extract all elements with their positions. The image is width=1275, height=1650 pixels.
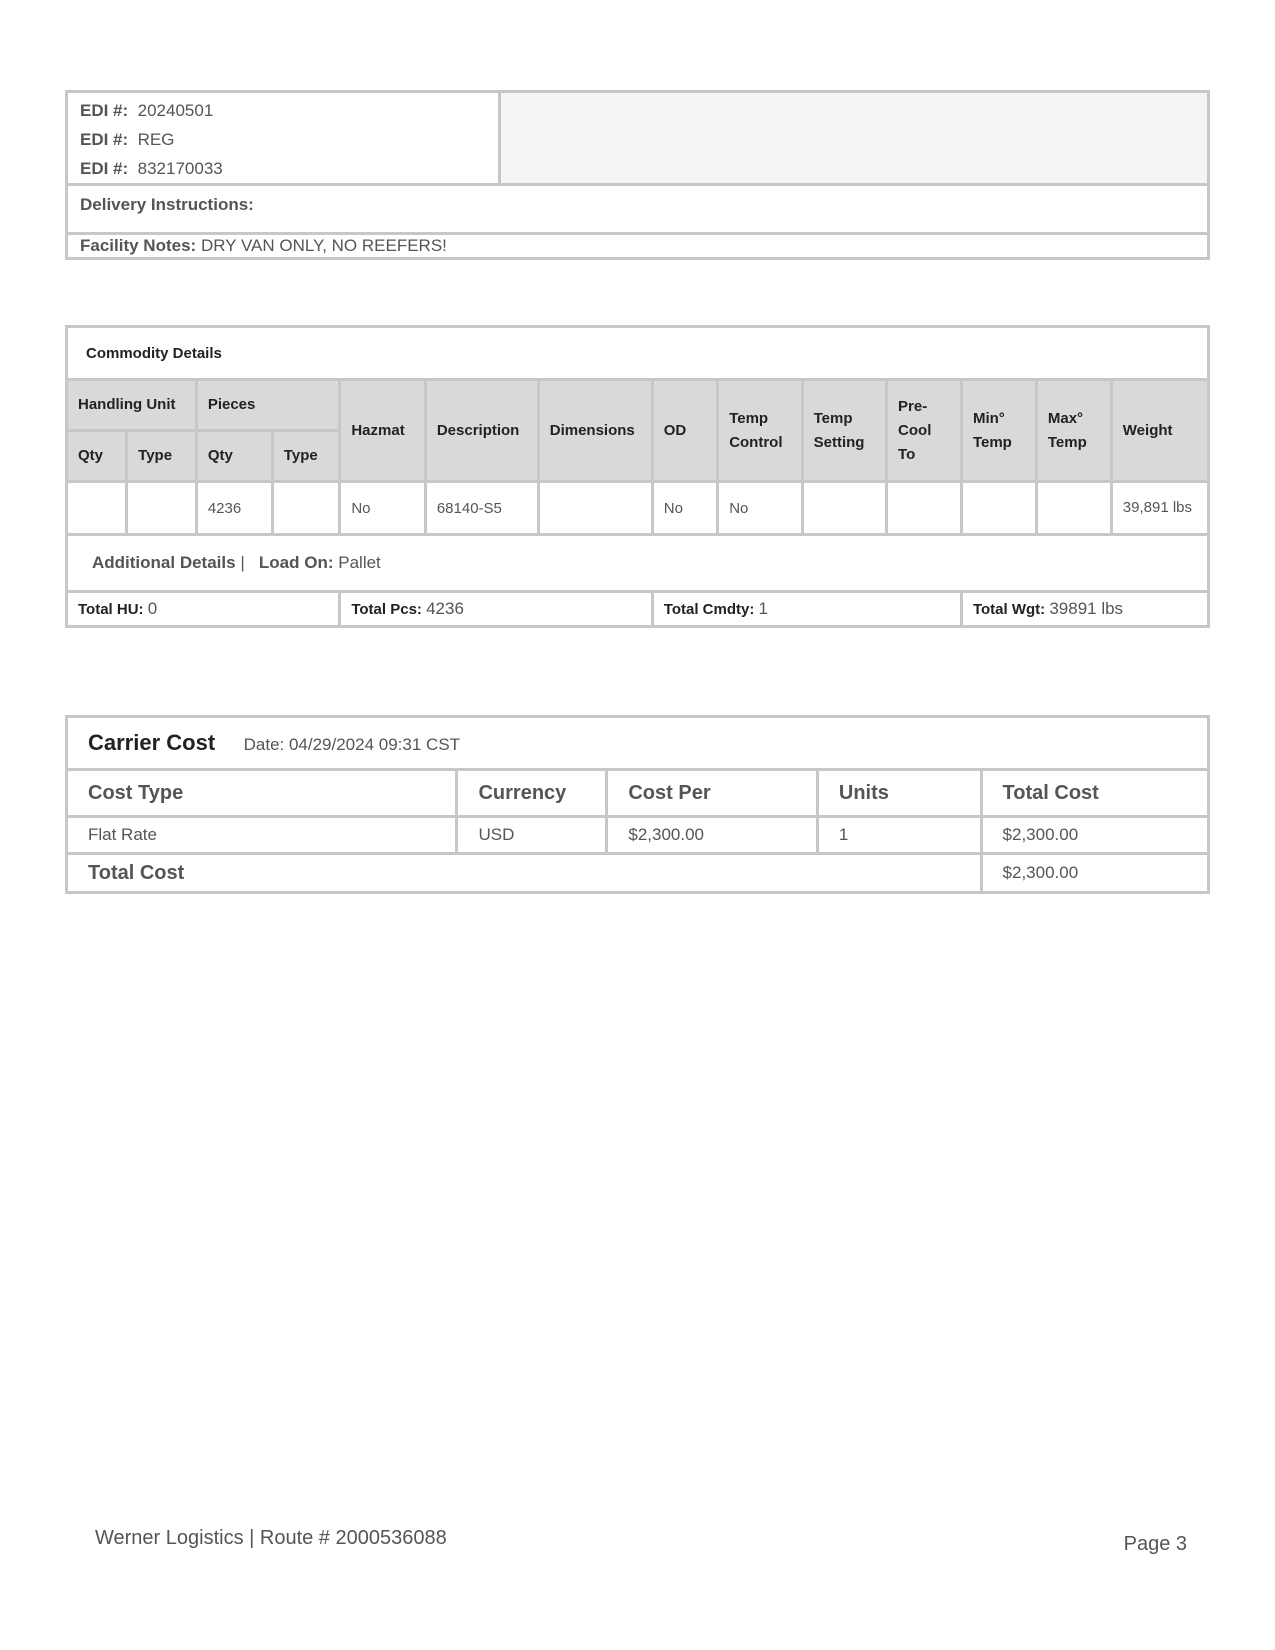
cell-cost-type: Flat Rate	[67, 817, 457, 854]
edi-line	[80, 154, 486, 183]
carrier-cost-table	[65, 715, 1210, 894]
header-temp-control: Temp Control	[718, 380, 802, 482]
cell-min-temp	[961, 482, 1036, 535]
footer-route-info: Werner Logistics | Route # 2000536088	[95, 1527, 447, 1549]
cell-max-temp	[1036, 482, 1111, 535]
total-cmdty-cell	[652, 592, 961, 627]
column-units: Units	[817, 770, 981, 817]
edi-info-table	[65, 90, 1210, 260]
cell-description: 68140-S5	[425, 482, 538, 535]
total-cost-value: $2,300.00	[981, 854, 1208, 893]
total-hu-label: Total HU:	[78, 601, 144, 618]
cell-total-cost: $2,300.00	[981, 817, 1208, 854]
facility-notes-cell	[67, 234, 1209, 259]
cell-temp-setting	[802, 482, 886, 535]
total-wgt-label: Total Wgt:	[972, 601, 1046, 618]
load-on-value: Pallet	[338, 553, 381, 572]
page-number: Page 3	[1123, 1533, 1187, 1555]
header-od: OD	[652, 380, 717, 482]
edi-line	[80, 125, 486, 154]
header-hu-type: Type	[127, 431, 197, 482]
header-hu-qty: Qty	[67, 431, 127, 482]
total-wgt-value: 39891 lbs	[1049, 599, 1124, 618]
edi-blank-cell	[500, 92, 1209, 185]
cell-hu-type	[127, 482, 197, 535]
edi-list-cell	[67, 92, 500, 185]
cell-dimensions	[538, 482, 652, 535]
header-hazmat: Hazmat	[340, 380, 425, 482]
additional-details-label: Additional Details	[92, 553, 236, 572]
commodity-details-table	[65, 325, 1210, 628]
header-weight: Weight	[1111, 380, 1208, 482]
table-row	[67, 482, 1209, 535]
header-pieces: Pieces	[196, 380, 340, 431]
total-cmdty-value: 1	[758, 599, 768, 618]
edi-value: 20240501	[137, 101, 214, 120]
cell-pre-cool-to	[887, 482, 962, 535]
column-total-cost: Total Cost	[981, 770, 1208, 817]
column-cost-type: Cost Type	[67, 770, 457, 817]
cell-hazmat: No	[340, 482, 425, 535]
additional-details-cell	[67, 535, 1209, 592]
header-temp-setting: Temp Setting	[802, 380, 886, 482]
additional-details-separator: |	[240, 553, 245, 572]
total-pcs-label: Total Pcs:	[351, 601, 422, 618]
carrier-cost-header	[67, 717, 1209, 770]
carrier-cost-date: Date: 04/29/2024 09:31 CST	[243, 735, 461, 754]
table-row	[67, 817, 1209, 854]
column-cost-per: Cost Per	[607, 770, 818, 817]
cell-cost-per: $2,300.00	[607, 817, 818, 854]
edi-label: EDI #:	[80, 130, 129, 149]
header-pcs-qty: Qty	[196, 431, 272, 482]
facility-notes-value: DRY VAN ONLY, NO REEFERS!	[200, 236, 447, 255]
header-description: Description	[425, 380, 538, 482]
load-on-label: Load On:	[258, 553, 334, 572]
header-min-temp: Min° Temp	[961, 380, 1036, 482]
total-pcs-cell	[340, 592, 652, 627]
cell-temp-control: No	[718, 482, 802, 535]
header-pcs-type: Type	[272, 431, 340, 482]
edi-label: EDI #:	[80, 159, 129, 178]
header-max-temp: Max° Temp	[1036, 380, 1111, 482]
delivery-instructions-cell	[67, 185, 1209, 234]
cell-weight: 39,891 lbs	[1111, 482, 1208, 535]
cell-od: No	[652, 482, 717, 535]
cell-hu-qty	[67, 482, 127, 535]
column-currency: Currency	[457, 770, 607, 817]
total-hu-value: 0	[147, 599, 158, 618]
edi-line	[80, 96, 486, 125]
header-pre-cool-to: Pre-Cool To	[887, 380, 962, 482]
edi-label: EDI #:	[80, 101, 129, 120]
total-pcs-value: 4236	[426, 599, 464, 618]
total-cost-label: Total Cost	[67, 854, 982, 893]
cell-pcs-type	[272, 482, 340, 535]
edi-value: REG	[137, 130, 175, 149]
total-hu-cell	[67, 592, 340, 627]
cell-currency: USD	[457, 817, 607, 854]
delivery-instructions-label: Delivery Instructions:	[80, 195, 254, 214]
total-wgt-cell	[961, 592, 1208, 627]
cell-units: 1	[817, 817, 981, 854]
total-cmdty-label: Total Cmdty:	[663, 601, 755, 618]
edi-value: 832170033	[137, 159, 223, 178]
commodity-title: Commodity Details	[67, 327, 1209, 380]
cell-pcs-qty: 4236	[196, 482, 272, 535]
facility-notes-label: Facility Notes:	[80, 236, 197, 255]
carrier-cost-title: Carrier Cost	[88, 730, 216, 755]
header-dimensions: Dimensions	[538, 380, 652, 482]
header-handling-unit: Handling Unit	[67, 380, 197, 431]
